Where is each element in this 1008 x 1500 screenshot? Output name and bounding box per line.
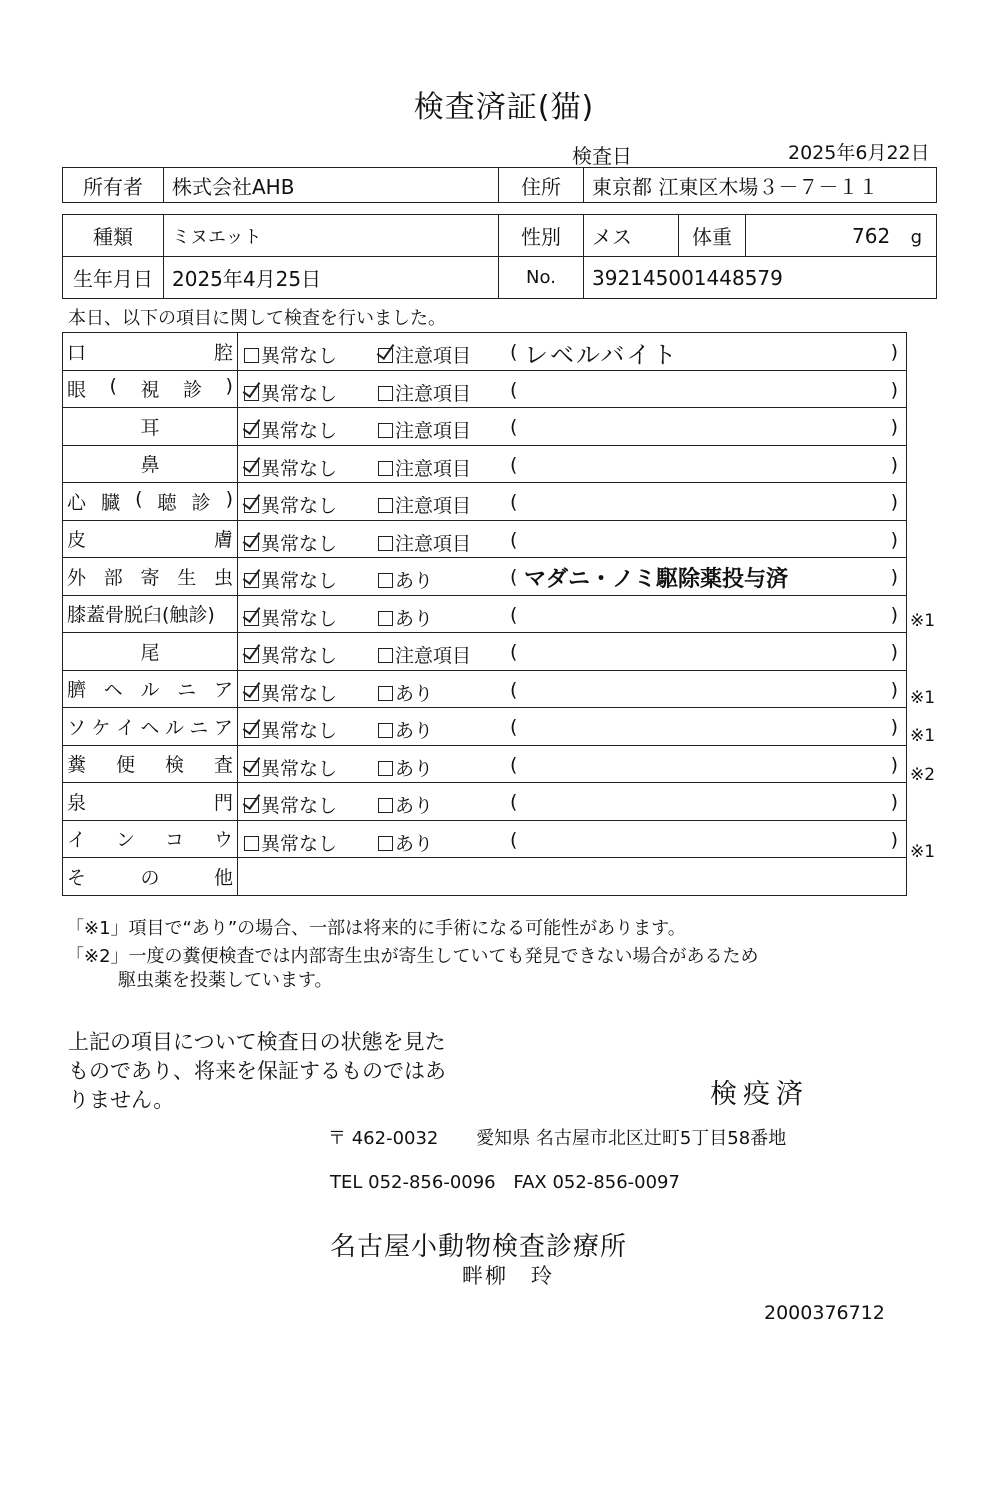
paren-open: ( [510,528,518,551]
address-label: 住所 [499,168,584,203]
exam-item-name-part: イ [115,716,135,739]
checkbox-caution[interactable] [378,423,393,438]
checkbox-caution[interactable] [378,386,393,401]
option-normal-label: 異常なし [261,495,338,517]
exam-item-name-part: ( [135,487,143,510]
checkbox-caution[interactable] [378,461,393,476]
veterinarian-name: 畔柳 玲 [462,1264,554,1288]
exam-item-name-part: イ [67,829,87,852]
exam-item-name-text [67,713,233,740]
exam-row [63,745,907,783]
option-normal [244,416,337,443]
exam-item-name-text [67,675,233,702]
paren-open: ( [510,791,518,813]
checkbox-caution[interactable] [378,573,393,588]
paren-close: ) [890,491,898,513]
exam-row [63,820,907,858]
checkbox-normal[interactable] [244,386,259,401]
option-normal-label: 異常なし [261,457,338,480]
option-normal-label: 異常なし [261,532,338,555]
address-value: 東京都 江東区木場３－７－１１ [584,168,937,203]
option-caution-label: あり [395,570,434,592]
exam-row [63,370,907,408]
exam-item-name-part: 泉 [67,791,87,814]
exam-item-name-part: 耳 [140,416,160,439]
footnote-marker: ※2 [910,764,936,785]
option-caution [378,829,433,856]
option-caution [378,416,471,443]
footnote-marker: ※1 [910,841,936,862]
paren-open: ( [510,453,518,476]
checkbox-caution[interactable] [378,761,393,776]
paren-close: ) [890,753,898,776]
exam-item-name-part: ニ [189,716,209,739]
option-normal-label: 異常なし [261,570,338,592]
exam-item-name [63,370,238,408]
checkbox-caution[interactable] [378,648,393,663]
option-normal [244,341,337,368]
footnote-marker: ※1 [910,687,936,708]
checkbox-normal[interactable] [244,798,259,813]
clinic-address: 愛知県 名古屋市北区辻町5丁目58番地 [476,1128,787,1149]
exam-item-name-text [67,825,233,852]
exam-item-name-part: 心 [67,491,87,514]
exam-row [63,520,907,558]
exam-item-name-part: ル [140,679,160,702]
paren-open: ( [510,341,518,363]
exam-item-result [238,595,907,633]
exam-row [63,333,907,371]
checkbox-caution[interactable] [378,723,393,738]
exam-item-name-text [67,600,233,627]
exam-item-name-part: ニ [177,679,197,702]
paren-close: ) [890,791,898,813]
option-caution [378,379,471,406]
other-label-part: そ [67,866,87,889]
footnote-2-cont: 駆虫薬を投薬しています。 [118,970,333,991]
exam-item-result [238,558,907,596]
exam-item-name-part: ) [225,375,233,398]
exam-item-name [63,445,238,483]
option-normal [244,491,337,518]
exam-item-name [63,633,238,671]
breed-label: 種類 [63,215,164,257]
option-normal-label: 異常なし [261,720,338,742]
paren-open: ( [510,716,518,738]
paren-close: ) [890,528,898,551]
paren-open: ( [510,828,518,851]
exam-row [63,670,907,708]
exam-item-result [238,820,907,858]
exam-item-result [238,783,907,821]
exam-row [63,783,907,821]
owner-label: 所有者 [63,168,164,203]
option-normal [244,454,337,481]
exam-table [62,332,907,896]
option-normal-label: 異常なし [261,682,338,705]
exam-item-name-part: 臍 [67,679,87,702]
exam-item-name-text [67,338,233,365]
paren-open: ( [510,678,518,701]
option-caution-label: 注意項目 [395,420,472,442]
exam-item-name-part: 査 [213,754,233,777]
postal-code: 〒 462-0032 [328,1128,439,1149]
exam-item-name-part: 膝蓋骨脱臼(触診) [67,604,215,627]
exam-item-name-part: 寄 [140,566,160,589]
clinic-fax: FAX 052-856-0097 [513,1172,680,1193]
birth-value: 2025年4月25日 [164,257,499,299]
exam-item-name-part: 門 [213,791,233,814]
exam-item-name-part: ケ [91,716,111,739]
paren-open: ( [510,491,518,513]
other-value [238,858,907,896]
exam-item-result [238,633,907,671]
exam-item-name-part: ソ [67,716,87,739]
option-normal-label: 異常なし [261,420,338,442]
exam-row [63,708,907,746]
option-caution [378,641,471,668]
exam-row [63,595,907,633]
exam-item-name-text [67,563,233,590]
exam-item-name [63,820,238,858]
quarantine-stamp: 検疫済 [710,1079,809,1110]
exam-item-result [238,370,907,408]
checkbox-normal[interactable] [244,761,259,776]
exam-item-name-text [67,750,233,777]
exam-row [63,633,907,671]
no-label: No. [499,257,584,299]
option-caution-label: あり [395,757,434,780]
checkbox-normal[interactable] [244,536,259,551]
document-number: 2000376712 [764,1302,885,1324]
owner-table [62,167,937,203]
exam-item-name-part: 視 [140,379,160,402]
breed-value: ミヌエット [164,215,499,257]
option-normal [244,791,337,818]
option-caution [378,754,433,781]
option-caution [378,791,433,818]
exam-item-result [238,408,907,446]
exam-item-name [63,483,238,521]
intro-text: 本日、以下の項目に関して検査を行いました。 [68,308,446,329]
checkbox-caution[interactable] [378,798,393,813]
exam-item-name-part: 腔 [213,341,233,364]
clinic-name: 名古屋小動物検査診療所 [330,1232,628,1262]
checkbox-normal[interactable] [244,423,259,438]
paren-close: ) [890,603,898,626]
option-caution-label: あり [395,607,434,630]
exam-item-name-text [67,638,233,665]
exam-row [63,558,907,596]
exam-item-name-text [67,525,233,552]
checkbox-normal[interactable] [244,573,259,588]
exam-item-name [63,595,238,633]
option-caution-label: 注意項目 [395,382,472,405]
exam-item-name-part: 皮 [67,529,87,552]
exam-item-name [63,670,238,708]
paren-open: ( [510,416,518,438]
option-caution [378,604,433,631]
weight-label: 体重 [679,215,746,257]
disclaimer-statement: 上記の項目について検査日の状態を見たものであり、将来を保証するものではありません。 [68,1030,446,1112]
other-label [63,858,238,896]
option-caution [378,679,433,706]
exam-item-name-text [67,375,233,402]
option-normal [244,566,337,593]
exam-item-note: レベルバイト [524,341,679,369]
option-caution-label: 注意項目 [395,532,472,555]
footnote-1: 「※1」項目で“あり”の場合、一部は将来的に手術になる可能性があります。 [66,918,686,939]
exam-item-name-part: 眼 [67,379,87,402]
exam-item-name-part: 糞 [67,754,87,777]
exam-date-label: 検査日 [572,144,632,168]
other-label-text [67,863,263,890]
option-normal-label: 異常なし [261,645,338,667]
clinic-tel: TEL 052-856-0096 [330,1172,496,1193]
option-caution [378,716,433,743]
checkbox-caution[interactable] [378,536,393,551]
paren-open: ( [510,641,518,663]
exam-row [63,483,907,521]
checkbox-normal[interactable] [244,836,259,851]
option-caution [378,341,471,368]
paren-open: ( [510,753,518,776]
footnote-2: 「※2」一度の糞便検査では内部寄生虫が寄生していても発見できない場合があるため [66,946,759,967]
exam-item-name-part: 聴 [157,491,177,514]
exam-item-name-part: ) [225,487,233,510]
checkbox-caution[interactable] [378,836,393,851]
option-normal [244,604,337,631]
exam-item-result [238,520,907,558]
footnote-marker: ※1 [910,726,936,746]
exam-item-name-part: 生 [177,566,197,589]
checkbox-normal[interactable] [244,723,259,738]
option-caution [378,566,433,593]
weight-unit: g [910,226,922,248]
option-normal [244,379,337,406]
exam-item-name [63,745,238,783]
exam-row-other [63,858,907,896]
exam-item-name-text [67,413,233,440]
option-normal [244,679,337,706]
checkbox-normal[interactable] [244,461,259,476]
exam-item-name-part: 診 [191,491,211,514]
paren-close: ) [890,716,898,738]
exam-item-name [63,708,238,746]
sex-label: 性別 [499,215,584,257]
checkbox-caution[interactable] [378,611,393,626]
option-normal [244,641,337,668]
exam-item-result [238,708,907,746]
exam-item-name-part: コ [164,829,184,852]
exam-item-name-part: ヘ [103,679,123,702]
option-caution [378,454,471,481]
checkbox-normal[interactable] [244,611,259,626]
exam-item-name-part: 便 [115,754,135,777]
exam-item-name-part: 膚 [213,529,233,552]
option-caution-label: 注意項目 [395,457,472,480]
exam-item-name-part: 部 [103,566,123,589]
option-caution-label: あり [395,682,434,705]
exam-item-name-part: ( [109,375,117,398]
exam-item-name-part: 口 [67,341,87,364]
option-caution-label: あり [395,795,434,817]
paren-open: ( [510,566,518,588]
exam-item-name-part: 尾 [140,641,160,664]
paren-close: ) [890,566,898,588]
paren-close: ) [890,641,898,663]
exam-item-name-part: ン [115,829,135,852]
sex-value: メス [584,215,679,257]
option-caution [378,491,471,518]
exam-row [63,445,907,483]
paren-open: ( [510,378,518,401]
option-caution-label: あり [395,720,434,742]
exam-date: 2025年6月22日 [788,142,930,164]
exam-item-result [238,483,907,521]
exam-item-name-text [67,450,233,477]
paren-close: ) [890,453,898,476]
paren-open: ( [510,603,518,626]
weight-value [746,215,937,257]
exam-item-name [63,333,238,371]
paren-close: ) [890,416,898,438]
checkbox-caution[interactable] [378,498,393,513]
exam-item-name [63,520,238,558]
exam-item-name-part: ウ [213,829,233,852]
checkbox-caution[interactable] [378,348,393,363]
option-normal [244,529,337,556]
exam-item-result [238,445,907,483]
other-label-part: 他 [213,866,233,889]
option-normal-label: 異常なし [261,757,338,780]
option-normal [244,829,337,856]
checkbox-caution[interactable] [378,686,393,701]
option-caution-label: あり [395,832,434,855]
option-normal-label: 異常なし [261,832,338,855]
checkbox-normal[interactable] [244,348,259,363]
checkbox-normal[interactable] [244,648,259,663]
paren-close: ) [890,378,898,401]
exam-item-name-part: 検 [164,754,184,777]
exam-item-result [238,670,907,708]
option-normal [244,716,337,743]
pet-table [62,214,937,299]
option-caution-label: 注意項目 [395,345,472,367]
exam-row [63,408,907,446]
exam-item-name-part: 診 [183,379,203,402]
exam-item-name-part: ル [164,716,184,739]
option-normal-label: 異常なし [261,345,338,367]
exam-item-name-text [67,488,233,515]
option-caution-label: 注意項目 [395,645,472,667]
no-value: 392145001448579 [584,257,937,299]
exam-item-result [238,745,907,783]
exam-item-name-part: 外 [67,566,87,589]
paren-close: ) [890,678,898,701]
option-caution [378,529,471,556]
exam-item-name-part: ヘ [140,716,160,739]
exam-item-name [63,558,238,596]
exam-item-name-part: 鼻 [140,454,160,477]
page-title: 検査済証(猫) [413,90,595,125]
birth-label: 生年月日 [63,257,164,299]
weight-number: 762 [852,223,891,248]
owner-value: 株式会社AHB [164,168,499,203]
exam-item-result [238,333,907,371]
option-normal [244,754,337,781]
exam-item-name-part: 虫 [213,566,233,589]
exam-item-name-part: ア [213,679,233,702]
exam-item-name-text [67,788,233,815]
exam-item-name-part: 臓 [101,491,121,514]
exam-item-note: マダニ・ノミ駆除薬投与済 [524,567,789,592]
other-label-part: の [140,866,160,889]
checkbox-normal[interactable] [244,498,259,513]
exam-item-name [63,783,238,821]
clinic-address-line [328,1124,786,1150]
exam-item-name [63,408,238,446]
paren-close: ) [890,828,898,851]
option-caution-label: 注意項目 [395,495,472,517]
clinic-contact-line [330,1172,680,1193]
paren-close: ) [890,341,898,363]
option-normal-label: 異常なし [261,607,338,630]
option-normal-label: 異常なし [261,382,338,405]
footnote-marker: ※1 [910,610,936,631]
exam-item-name-part: ア [213,716,233,739]
option-normal-label: 異常なし [261,795,338,817]
checkbox-normal[interactable] [244,686,259,701]
